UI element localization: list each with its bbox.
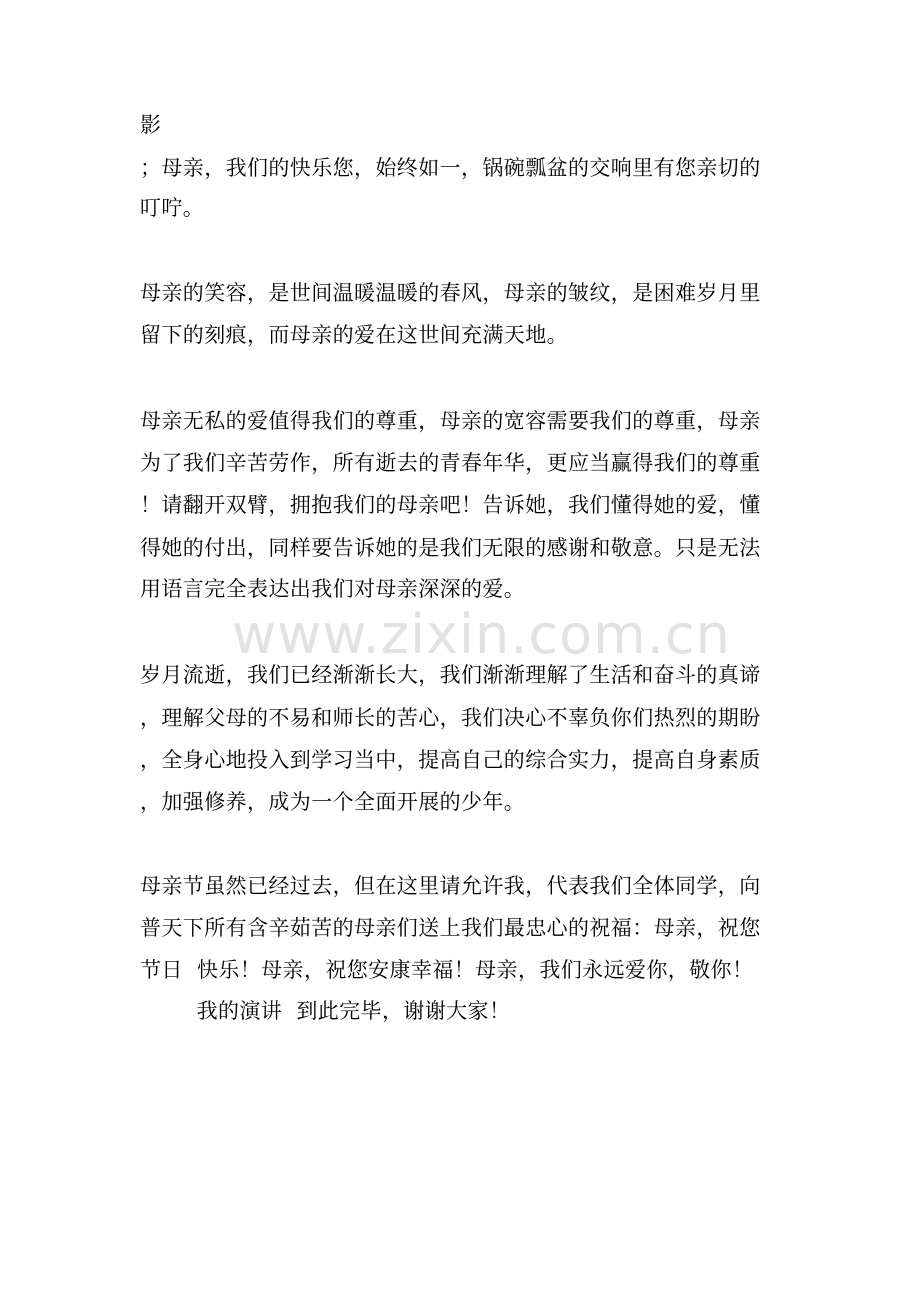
text-line: ，加强修养，成为一个全面开展的少年。 bbox=[140, 790, 526, 814]
text-line: ，全身心地投入到学习当中，提高自己的综合实力，提高自身素质 bbox=[140, 748, 761, 772]
text-line: 叮咛。 bbox=[140, 196, 205, 220]
text-line: ，理解父母的不易和师长的苦心，我们决心不辜负你们热烈的期盼 bbox=[140, 706, 761, 730]
text-line: 留下的刻痕，而母亲的爱在这世间充满天地。 bbox=[140, 323, 568, 347]
text-line: 得她的付出，同样要告诉她的是我们无限的感谢和敬意。只是无法 bbox=[140, 536, 761, 560]
text-line: 岁月流逝，我们已经渐渐长大，我们渐渐理解了生活和奋斗的真谛 bbox=[140, 663, 761, 687]
watermark: www.zixin.com.cn bbox=[232, 603, 731, 666]
text-line: ；母亲，我们的快乐您，始终如一，锅碗瓢盆的交响里有您亲切的 bbox=[140, 156, 761, 180]
text-line: 用语言完全表达出我们对母亲深深的爱。 bbox=[140, 577, 526, 601]
text-line: 母亲无私的爱值得我们的尊重，母亲的宽容需要我们的尊重，母亲 bbox=[140, 409, 761, 433]
text-line: 普天下所有含辛茹苦的母亲们送上我们最忠心的祝福：母亲，祝您 bbox=[140, 916, 761, 940]
text-line: 母亲的笑容，是世间温暖温暖的春风，母亲的皱纹，是困难岁月里 bbox=[140, 281, 761, 305]
text-line: 为了我们辛苦劳作，所有逝去的青春年华，更应当赢得我们的尊重 bbox=[140, 451, 761, 475]
text-line: 节日 快乐！母亲，祝您安康幸福！母亲，我们永远爱你，敬你！ bbox=[140, 958, 754, 982]
text-line: 母亲节虽然已经过去，但在这里请允许我，代表我们全体同学，向 bbox=[140, 874, 761, 898]
text-line: 影 bbox=[140, 113, 162, 137]
text-line: ！请翻开双臂，拥抱我们的母亲吧！告诉她，我们懂得她的爱，懂 bbox=[140, 493, 761, 517]
text-line: 我的演讲 到此完毕，谢谢大家！ bbox=[140, 999, 511, 1023]
